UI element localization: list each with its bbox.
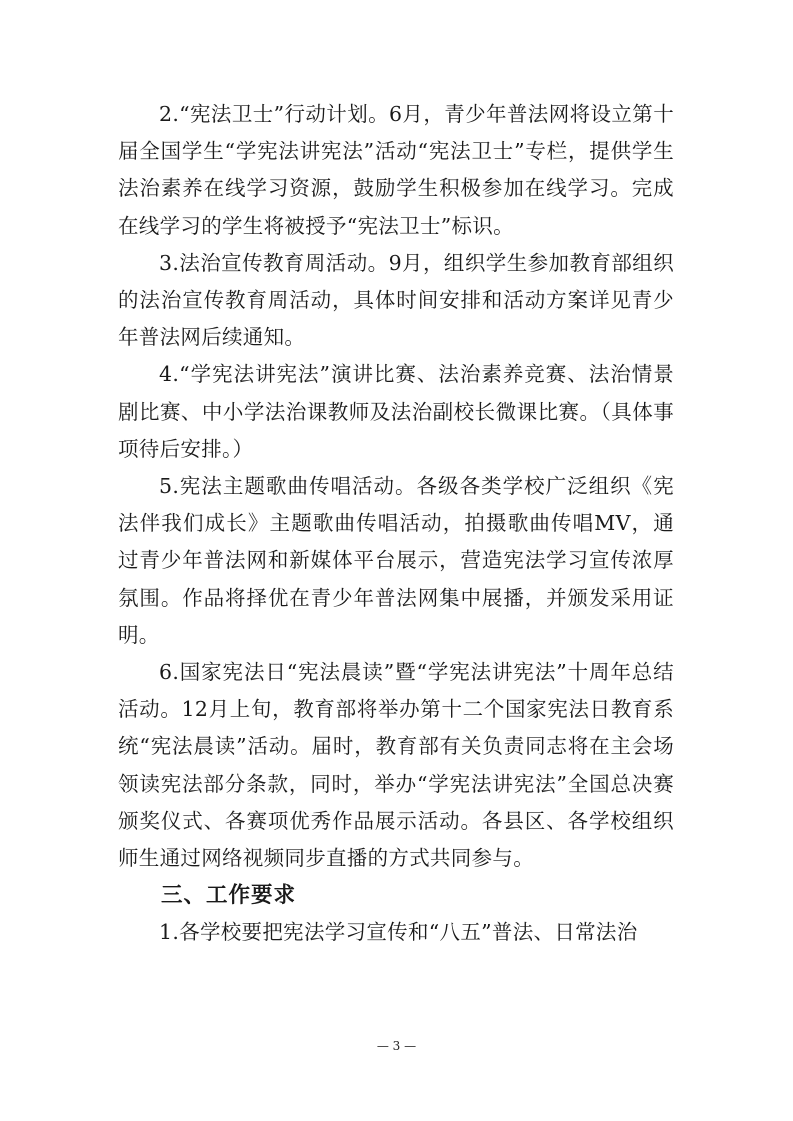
paragraph-constitution-day: 6.国家宪法日“宪法晨读”暨“学宪法讲宪法”十周年总结活动。12月上旬，教育部将举办第十二个国家宪法日教育系统“宪法晨读”活动。届时，教育部有关负责同志将在主会场领读宪法部分条款，同时，举办“学宪法讲宪法”全国总决赛颁奖仪式、各赛项优秀作品展示活动。各县区、各学校组织师生通过网络视频同步直播的方式共同参与。 [118, 660, 674, 871]
paragraph-legal-education-week: 3.法治宣传教育周活动。9月，组织学生参加教育部组织的法治宣传教育周活动，具体时间安排和活动方案详见青少年普法网后续通知。 [118, 250, 674, 350]
section-heading-work-requirements: 三、工作要求 [161, 883, 297, 909]
paragraph-competitions: 4.“学宪法讲宪法”演讲比赛、法治素养竞赛、法治情景剧比赛、中小学法治课教师及法治副校长微课比赛。（具体事项待后安排。） [118, 362, 674, 461]
paragraph-song-activity: 5.宪法主题歌曲传唱活动。各级各类学校广泛组织《宪法伴我们成长》主题歌曲传唱活动，拍摄歌曲传唱MV，通过青少年普法网和新媒体平台展示，营造宪法学习宣传浓厚氛围。作品将择优在青少年普法网集中展播，并颁发采用证明。 [118, 474, 674, 647]
page-number: — 3 — [376, 1039, 417, 1053]
paragraph-constitution-guardian: 2.“宪法卫士”行动计划。6月，青少年普法网将设立第十届全国学生“学宪法讲宪法”活动“宪法卫士”专栏，提供学生法治素养在线学习资源，鼓励学生积极参加在线学习。完成在线学习的学生将被授予“宪法卫士”标识。 [118, 102, 674, 238]
document-body [118, 96, 674, 952]
paragraph-requirement-1: 1.各学校要把宪法学习宣传和“八五”普法、日常法治 [159, 920, 638, 945]
